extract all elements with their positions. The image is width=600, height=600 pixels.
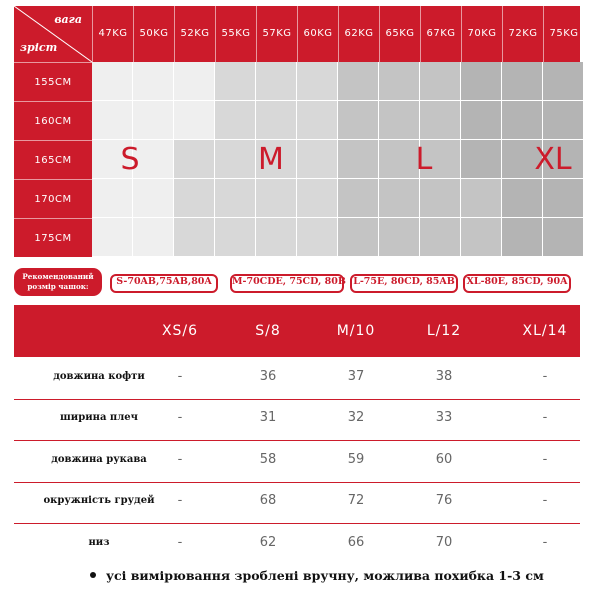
weight-header-cell: 67KG (420, 6, 461, 62)
size-letter-xl: XL (534, 142, 572, 177)
weight-header-cell: 72KG (502, 6, 543, 62)
size-grid-cell (256, 179, 297, 218)
measurement-value: - (542, 493, 548, 509)
size-grid-cell (461, 218, 502, 257)
size-grid-cell (174, 179, 215, 218)
height-header-cell: 165CM (14, 140, 92, 179)
measurement-value: 38 (435, 368, 453, 384)
measurement-row-label: окружність грудей (43, 495, 155, 507)
measurement-note (90, 568, 544, 583)
size-grid-cell (379, 62, 420, 101)
size-column-header: M/10 (336, 323, 376, 339)
weight-header-cell: 57KG (256, 6, 297, 62)
size-grid-cell (420, 179, 461, 218)
size-grid-cell (379, 218, 420, 257)
cup-size-badge: XL-80E, 85CD, 90A (463, 274, 571, 293)
measurement-value: - (177, 493, 183, 509)
measurement-row-label: ширина плеч (60, 412, 138, 424)
measurement-value: 68 (259, 493, 277, 509)
recommended-cup-label: Рекомендований розмір чашок: (14, 268, 102, 296)
size-column-header: XS/6 (161, 323, 199, 339)
size-grid-cell (256, 62, 297, 101)
measurement-value: 31 (259, 410, 277, 426)
measurement-value: 36 (259, 368, 277, 384)
height-axis-label: зріст (20, 41, 58, 54)
size-grid-cell (338, 179, 379, 218)
height-header-cell: 170CM (14, 179, 92, 218)
measurement-value: - (542, 368, 548, 384)
weight-header-cell: 55KG (215, 6, 256, 62)
cup-size-badge: L-75E, 80CD, 85AB (350, 274, 458, 293)
measurement-value: 72 (347, 493, 365, 509)
weight-header-cell: 70KG (461, 6, 502, 62)
size-grid-cell (133, 62, 174, 101)
measurement-value: 76 (435, 493, 453, 509)
weight-header-cell: 75KG (543, 6, 584, 62)
weight-axis-label: вага (54, 13, 82, 26)
size-grid (14, 6, 580, 258)
measurement-value: - (177, 534, 183, 550)
size-grid-cell (256, 218, 297, 257)
size-column-header: S/8 (255, 323, 281, 339)
size-grid-cell (297, 62, 338, 101)
measurement-note-text: усі вимірювання зроблені вручну, можлива похибка 1-3 см (106, 568, 544, 583)
size-grid-cell (502, 62, 543, 101)
size-grid-cell (420, 62, 461, 101)
size-grid-cell (174, 218, 215, 257)
size-letter-m: M (258, 142, 284, 177)
size-column-header: XL/14 (522, 323, 568, 339)
weight-header-cell: 62KG (338, 6, 379, 62)
cup-size-badge: S-70AB,75AB,80A (110, 274, 218, 293)
measurement-value: 33 (435, 410, 453, 426)
grid-header (14, 6, 580, 62)
size-grid-cell (256, 101, 297, 140)
size-grid-cell (215, 101, 256, 140)
measurement-value: - (177, 368, 183, 384)
measurement-header (14, 305, 580, 357)
row-divider (14, 523, 580, 524)
size-grid-cell (420, 101, 461, 140)
size-grid-cell (338, 140, 379, 179)
size-grid-cell (420, 218, 461, 257)
measurement-value: 70 (435, 534, 453, 550)
size-grid-cell (133, 179, 174, 218)
measurement-row-label: низ (88, 536, 110, 548)
size-letter-l: L (415, 142, 433, 177)
weight-header-cell: 47KG (92, 6, 133, 62)
measurement-value: 37 (347, 368, 365, 384)
size-grid-cell (543, 62, 584, 101)
weight-header-cell: 52KG (174, 6, 215, 62)
size-grid-cell (92, 62, 133, 101)
measurement-value: 59 (347, 451, 365, 467)
measurement-value: 66 (347, 534, 365, 550)
size-grid-cell (174, 140, 215, 179)
row-divider (14, 482, 580, 483)
weight-header-cell: 65KG (379, 6, 420, 62)
size-grid-cell (215, 62, 256, 101)
size-grid-cell (174, 62, 215, 101)
size-grid-cell (215, 179, 256, 218)
weight-header-cell: 50KG (133, 6, 174, 62)
size-grid-cell (297, 140, 338, 179)
size-grid-cell (543, 179, 584, 218)
size-grid-cell (297, 218, 338, 257)
row-divider (14, 399, 580, 400)
size-grid-cell (297, 179, 338, 218)
size-grid-cell (133, 101, 174, 140)
weight-header-cell: 60KG (297, 6, 338, 62)
size-grid-cell (543, 101, 584, 140)
bullet-icon (90, 572, 96, 578)
measurement-value: - (542, 534, 548, 550)
size-grid-cell (502, 179, 543, 218)
size-grid-cell (338, 101, 379, 140)
size-grid-cell (461, 179, 502, 218)
height-header-cell: 155CM (14, 62, 92, 101)
measurement-row-label: довжина рукава (51, 453, 147, 465)
size-grid-cell (461, 140, 502, 179)
row-divider (14, 440, 580, 441)
measurement-value: 32 (347, 410, 365, 426)
size-grid-cell (338, 62, 379, 101)
measurement-value: - (542, 451, 548, 467)
size-grid-cell (174, 101, 215, 140)
size-grid-cell (133, 218, 174, 257)
measurement-row-label: довжина кофти (53, 370, 145, 382)
size-column-header: L/12 (426, 323, 462, 339)
height-header-cell: 160CM (14, 101, 92, 140)
size-grid-cell (461, 101, 502, 140)
measurement-value: 60 (435, 451, 453, 467)
measurement-value: 58 (259, 451, 277, 467)
size-grid-cell (502, 218, 543, 257)
measurement-value: - (177, 410, 183, 426)
size-grid-cell (297, 101, 338, 140)
size-grid-cell (543, 218, 584, 257)
size-grid-cell (338, 218, 379, 257)
size-grid-cell (379, 101, 420, 140)
size-grid-cell (92, 101, 133, 140)
size-letter-s: S (120, 142, 140, 177)
size-grid-cell (461, 62, 502, 101)
size-grid-cell (502, 101, 543, 140)
cup-size-badge: M-70CDE, 75CD, 80B (230, 274, 344, 293)
grid-corner (14, 6, 92, 62)
size-grid-cell (215, 218, 256, 257)
size-grid-cell (92, 179, 133, 218)
size-grid-cell (92, 218, 133, 257)
measurement-value: - (542, 410, 548, 426)
measurement-value: 62 (259, 534, 277, 550)
height-header-cell: 175CM (14, 218, 92, 257)
measurement-value: - (177, 451, 183, 467)
size-grid-cell (379, 179, 420, 218)
